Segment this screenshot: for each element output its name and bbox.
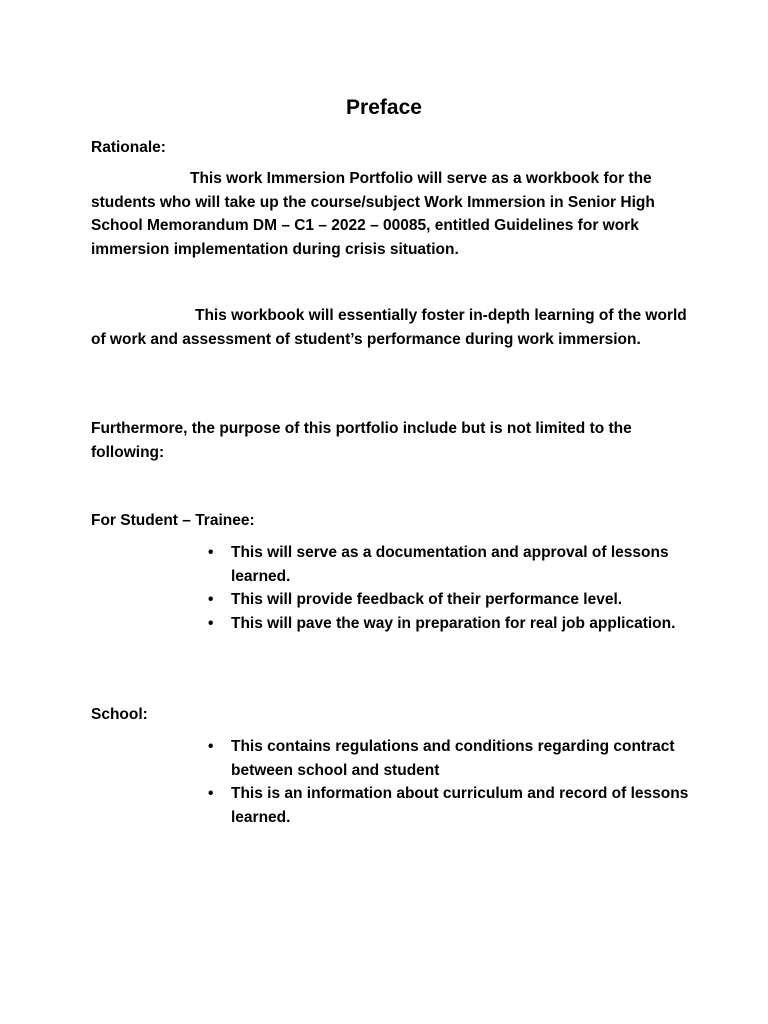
- list-item-text: This will serve as a documentation and approval of lessons learned.: [231, 544, 669, 585]
- list-item: [208, 735, 691, 782]
- list-item: [208, 588, 691, 612]
- bullet-icon: •: [208, 738, 214, 755]
- rationale-paragraph-2: This workbook will essentially foster in-depth learning of the world of work and assessment of student’s performance during work immersion.: [91, 307, 687, 348]
- student-trainee-list: [208, 541, 691, 635]
- list-item-text: This will pave the way in preparation for real job application.: [231, 614, 676, 632]
- list-item-text: This will provide feedback of their performance level.: [231, 591, 623, 608]
- rationale-heading: Rationale:: [91, 139, 166, 156]
- bullet-icon: •: [208, 544, 214, 561]
- school-list: [208, 735, 691, 829]
- bullet-icon: •: [208, 591, 214, 608]
- bullet-icon: •: [208, 785, 214, 802]
- rationale-paragraph-1: This work Immersion Portfolio will serve as a workbook for the students who will take up the course/subject Work Immersion in Senior High School Memorandum DM – C1 – 2022 – 00085, entitled Guidelines for work immersion implementation during crisis situation.: [91, 170, 655, 258]
- rationale-paragraph-3: Furthermore, the purpose of this portfolio include but is not limited to the following:: [91, 420, 632, 461]
- list-item-text: This contains regulations and conditions regarding contract between school and student: [231, 738, 675, 779]
- student-trainee-heading: For Student – Trainee:: [91, 512, 255, 529]
- list-item: [208, 612, 691, 636]
- school-heading: School:: [91, 706, 148, 723]
- page-title: Preface: [346, 96, 422, 119]
- list-item: [208, 541, 691, 588]
- list-item: [208, 782, 691, 829]
- list-item-text: This is an information about curriculum and record of lessons learned.: [231, 785, 689, 826]
- bullet-icon: •: [208, 614, 214, 632]
